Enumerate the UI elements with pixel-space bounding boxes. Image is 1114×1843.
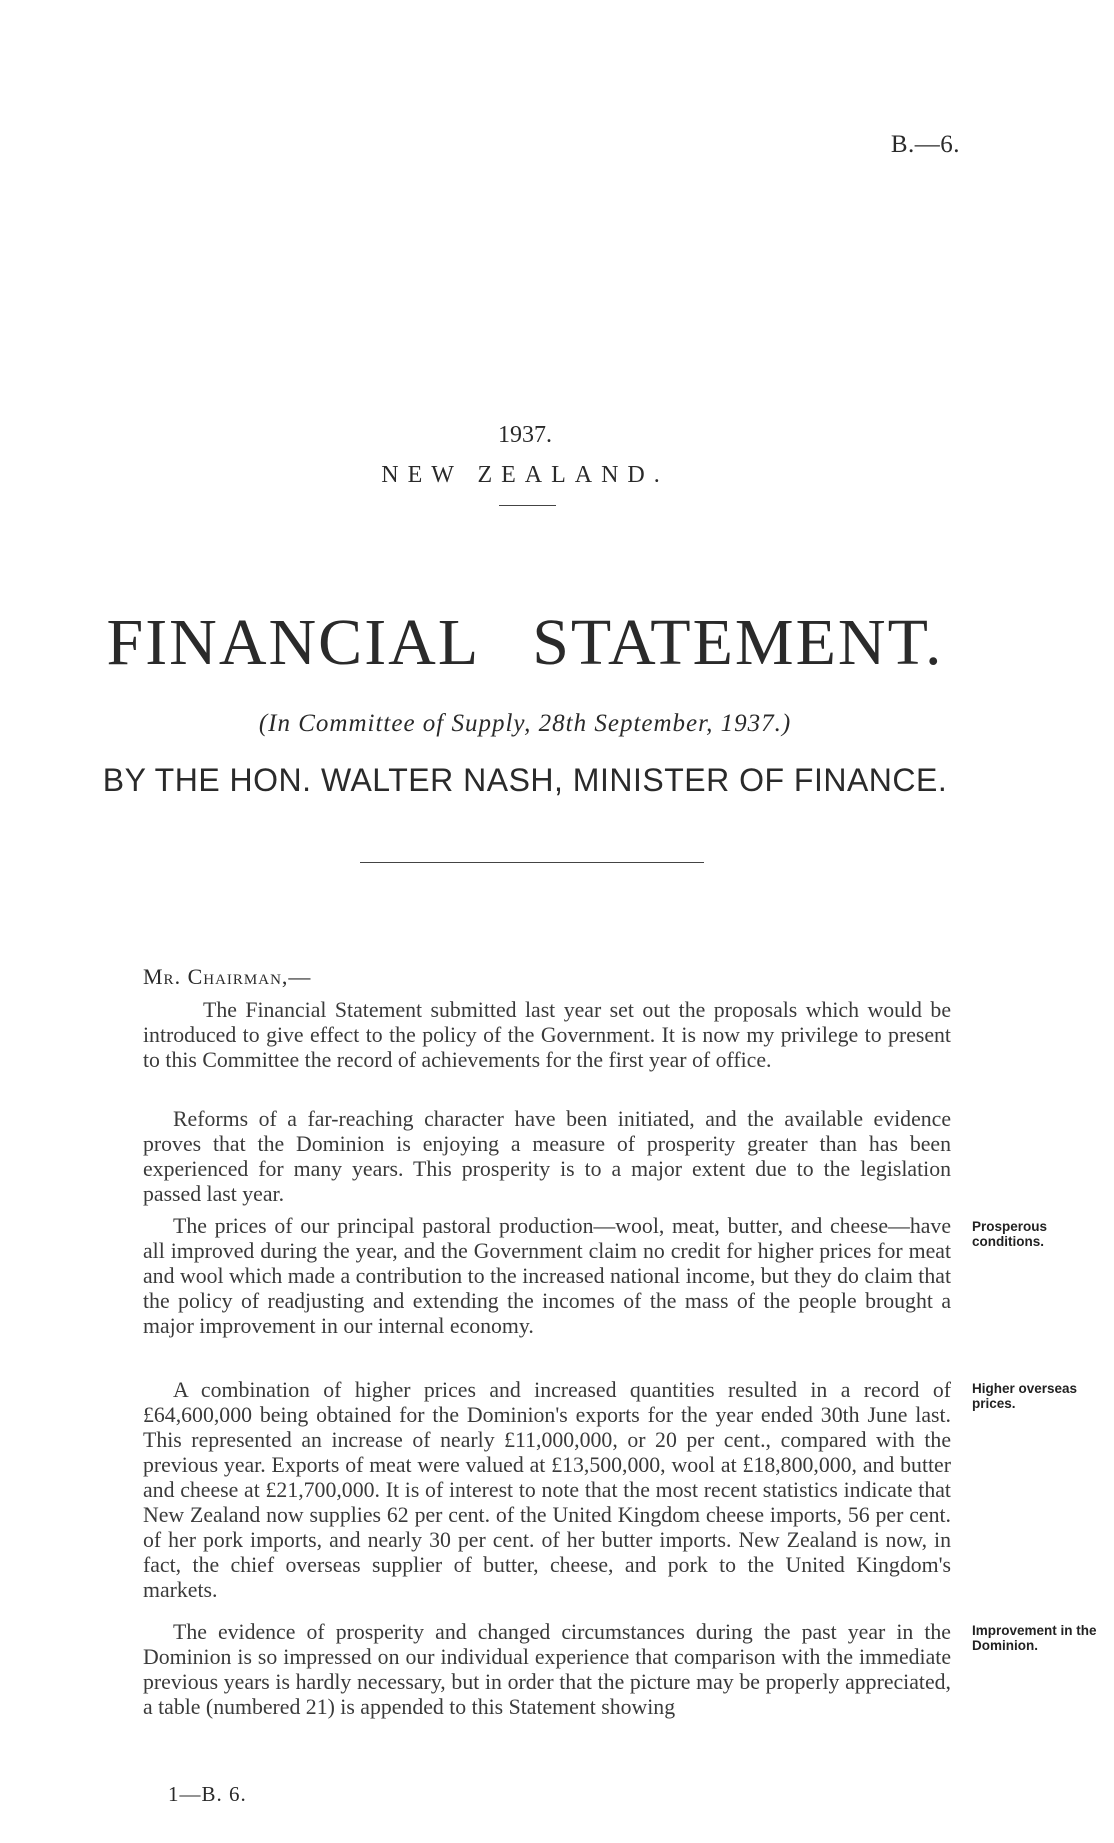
margin-note: Prosperous conditions. bbox=[972, 1219, 1048, 1249]
margin-note: Improvement in the Dominion. bbox=[972, 1623, 1097, 1653]
long-divider bbox=[360, 862, 704, 863]
document-subtitle: (In Committee of Supply, 28th September, 1937.) bbox=[258, 710, 792, 737]
page-reference: B.—6. bbox=[890, 131, 960, 158]
short-divider bbox=[499, 505, 556, 506]
body-paragraph: The prices of our principal pastoral production—wool, meat, butter, and cheese—have all improved during the year, and the Government claim no credit for higher prices for meat and wool which made a contribution to the increased national income, but they do claim that the policy of readjusting and extending the incomes of the mass of the people brought a major improvement in our internal economy. bbox=[143, 1214, 951, 1338]
page-footer-signature: 1—B. 6. bbox=[168, 1782, 247, 1806]
body-paragraph: A combination of higher prices and increased quantities resulted in a record of £64,600,000 being obtained for the Dominion's exports for the year ended 30th June last. This represented an increase of nearly £11,000,000, or 20 per cent., compared with the previous year. Exports of meat were valued at £13,500,000, wool at £18,800,000, and butter and cheese at £21,700,000. It is of interest to note that the most recent statistics indicate that New Zealand now supplies 62 per cent. of the United Kingdom cheese imports, 56 per cent. of her pork imports, and nearly 30 per cent. of her butter imports. New Zealand is now, in fact, the chief overseas supplier of butter, cheese, and pork to the United Kingdom's markets. bbox=[143, 1378, 951, 1602]
body-paragraph: The Financial Statement submitted last year set out the proposals which would be introduced to give effect to the policy of the Government. It is now my privilege to present to this Committee the record of achievements for the first year of office. bbox=[143, 998, 951, 1072]
document-title: FINANCIAL STATEMENT. bbox=[106, 606, 944, 679]
salutation: Mr. Chairman,— bbox=[143, 964, 312, 989]
body-paragraph: The evidence of prosperity and changed circumstances during the past year in the Dominion is so impressed on our individual experience that comparison with the immediate previous years is hardly necessary, but in order that the picture may be properly appreciated, a table (numbered 21) is appended to this Statement showing bbox=[143, 1620, 951, 1719]
body-paragraph: Reforms of a far-reaching character have been initiated, and the available evidence proves that the Dominion is enjoying a measure of prosperity greater than has been experienced for many years. This prosperity is to a major extent due to the legislation passed last year. bbox=[143, 1107, 951, 1206]
publication-year: 1937. bbox=[498, 422, 552, 448]
margin-note: Higher overseas prices. bbox=[972, 1381, 1078, 1411]
country-heading: NEW ZEALAND. bbox=[381, 462, 669, 488]
document-byline: BY THE HON. WALTER NASH, MINISTER OF FINANCE. bbox=[102, 762, 948, 798]
